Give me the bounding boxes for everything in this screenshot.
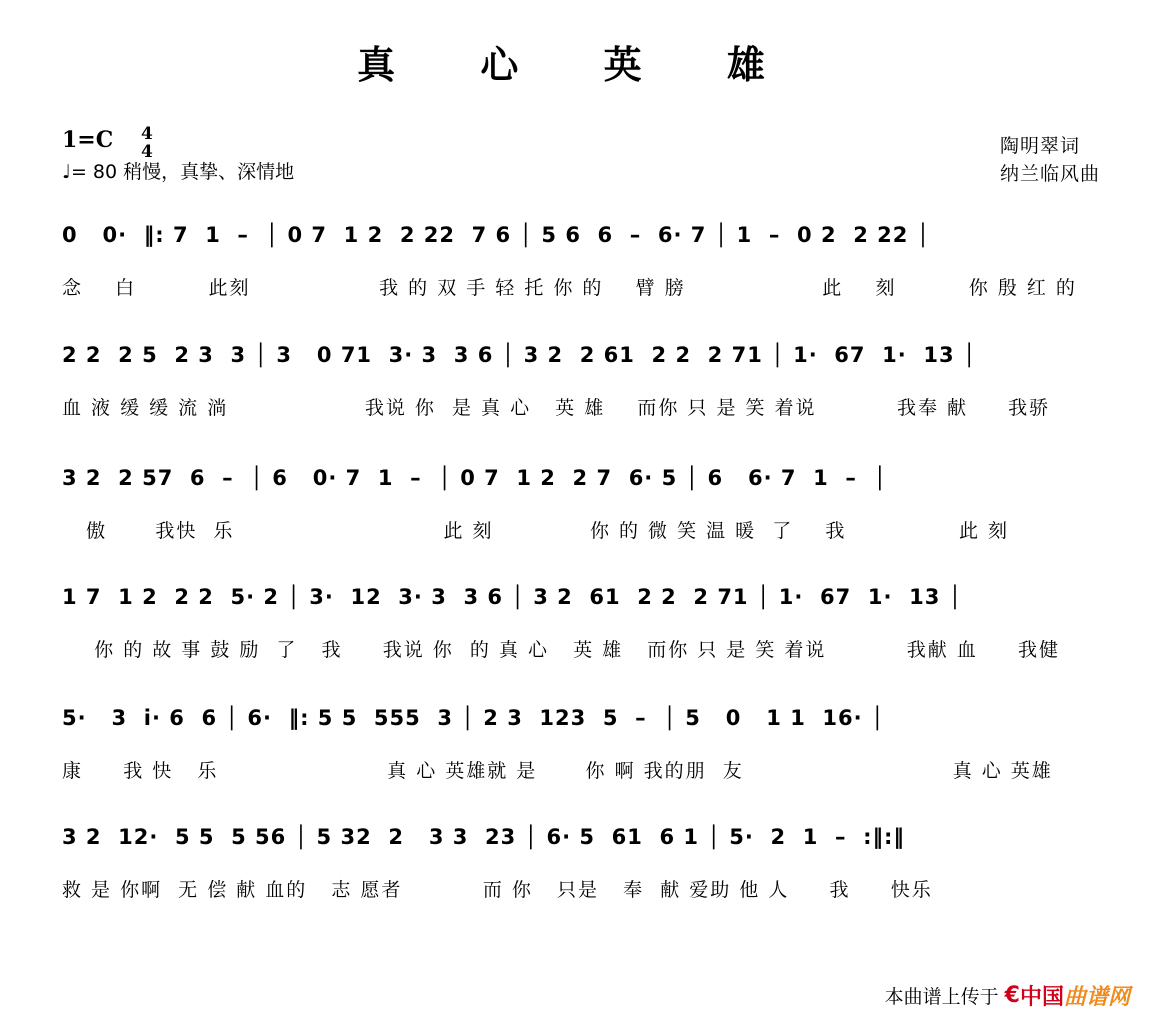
lyrics-line: 傲 我快 乐 此 刻 你 的 微 笑 温 暖 了 我 此 刻	[62, 520, 1010, 542]
site-logo-link[interactable]	[1005, 980, 1130, 1011]
logo-text-site: 曲谱网	[1063, 985, 1130, 1010]
notes-line: 2 2 2 5 2 3 3 │ 3 0 71 3· 3 3 6 │ 3 2 2 61 2 2 2 71 │ 1· 67 1· 13 │	[62, 343, 977, 367]
score-row-4	[62, 577, 1102, 687]
lyricist: 陶明翠词	[999, 135, 1080, 157]
notes-line: 3 2 12· 5 5 5 56 │ 5 32 2 3 3 23 │ 6· 5 61 6 1 │ 5· 2 1 – :‖:‖	[62, 825, 905, 849]
upload-footer	[885, 980, 1130, 1011]
notes-line: 5· 3 i· 6 6 │ 6· ‖: 5 5 555 3 │ 2 3 123 5 – │ 5 0 1 1 16· │	[62, 706, 885, 730]
time-signature-bottom: 4	[141, 142, 153, 162]
notes-line: 1 7 1 2 2 2 5· 2 │ 3· 12 3· 3 3 6 │ 3 2 61 2 2 2 71 │ 1· 67 1· 13 │	[62, 585, 963, 609]
notes-line: 3 2 2 57 6 – │ 6 0· 7 1 – │ 0 7 1 2 2 7 6· 5 │ 6 6· 7 1 – │	[62, 466, 888, 490]
score-row-3	[62, 458, 1102, 568]
score-row-5	[62, 698, 1102, 808]
lyrics-line: 血 液 缓 缓 流 淌 我说 你 是 真 心 英 雄 而你 只 是 笑 着说 我奉 献 我骄	[62, 397, 1051, 419]
time-signature-top: 4	[141, 124, 153, 144]
score-row-6	[62, 817, 1102, 927]
song-title: 真 心 英 雄	[357, 43, 801, 87]
tempo-marking: ♩= 80 稍慢，真挚、深情地	[62, 161, 295, 183]
score-row-2	[62, 335, 1102, 445]
lyrics-line: 你 的 故 事 鼓 励 了 我 我说 你 的 真 心 英 雄 而你 只 是 笑 着说 我献 血 我健	[62, 639, 1061, 661]
score-row-1	[62, 215, 1102, 325]
time-signature	[141, 125, 153, 161]
logo-text-cn: 中国	[1019, 985, 1064, 1010]
credits	[1000, 132, 1100, 188]
lyrics-line: 念 白 此刻 我 的 双 手 轻 托 你 的 臂 膀 此 刻 你 殷 红 的	[62, 277, 1077, 299]
footer-text: 本曲谱上传于	[884, 986, 999, 1008]
logo-c-icon: €	[1004, 983, 1020, 1008]
key-signature: 1=C	[62, 127, 114, 153]
lyrics-line: 康 我 快 乐 真 心 英雄就 是 你 啊 我的朋 友 真 心 英雄	[62, 760, 1053, 782]
notes-line: 0 0· ‖: 7 1 – │ 0 7 1 2 2 22 7 6 │ 5 6 6 – 6· 7 │ 1 – 0 2 2 22 │	[62, 223, 931, 247]
composer: 纳兰临风曲	[999, 163, 1100, 185]
lyrics-line: 救 是 你啊 无 偿 献 血的 志 愿者 而 你 只是 奉 献 爱助 他 人 我 快乐	[62, 879, 933, 901]
